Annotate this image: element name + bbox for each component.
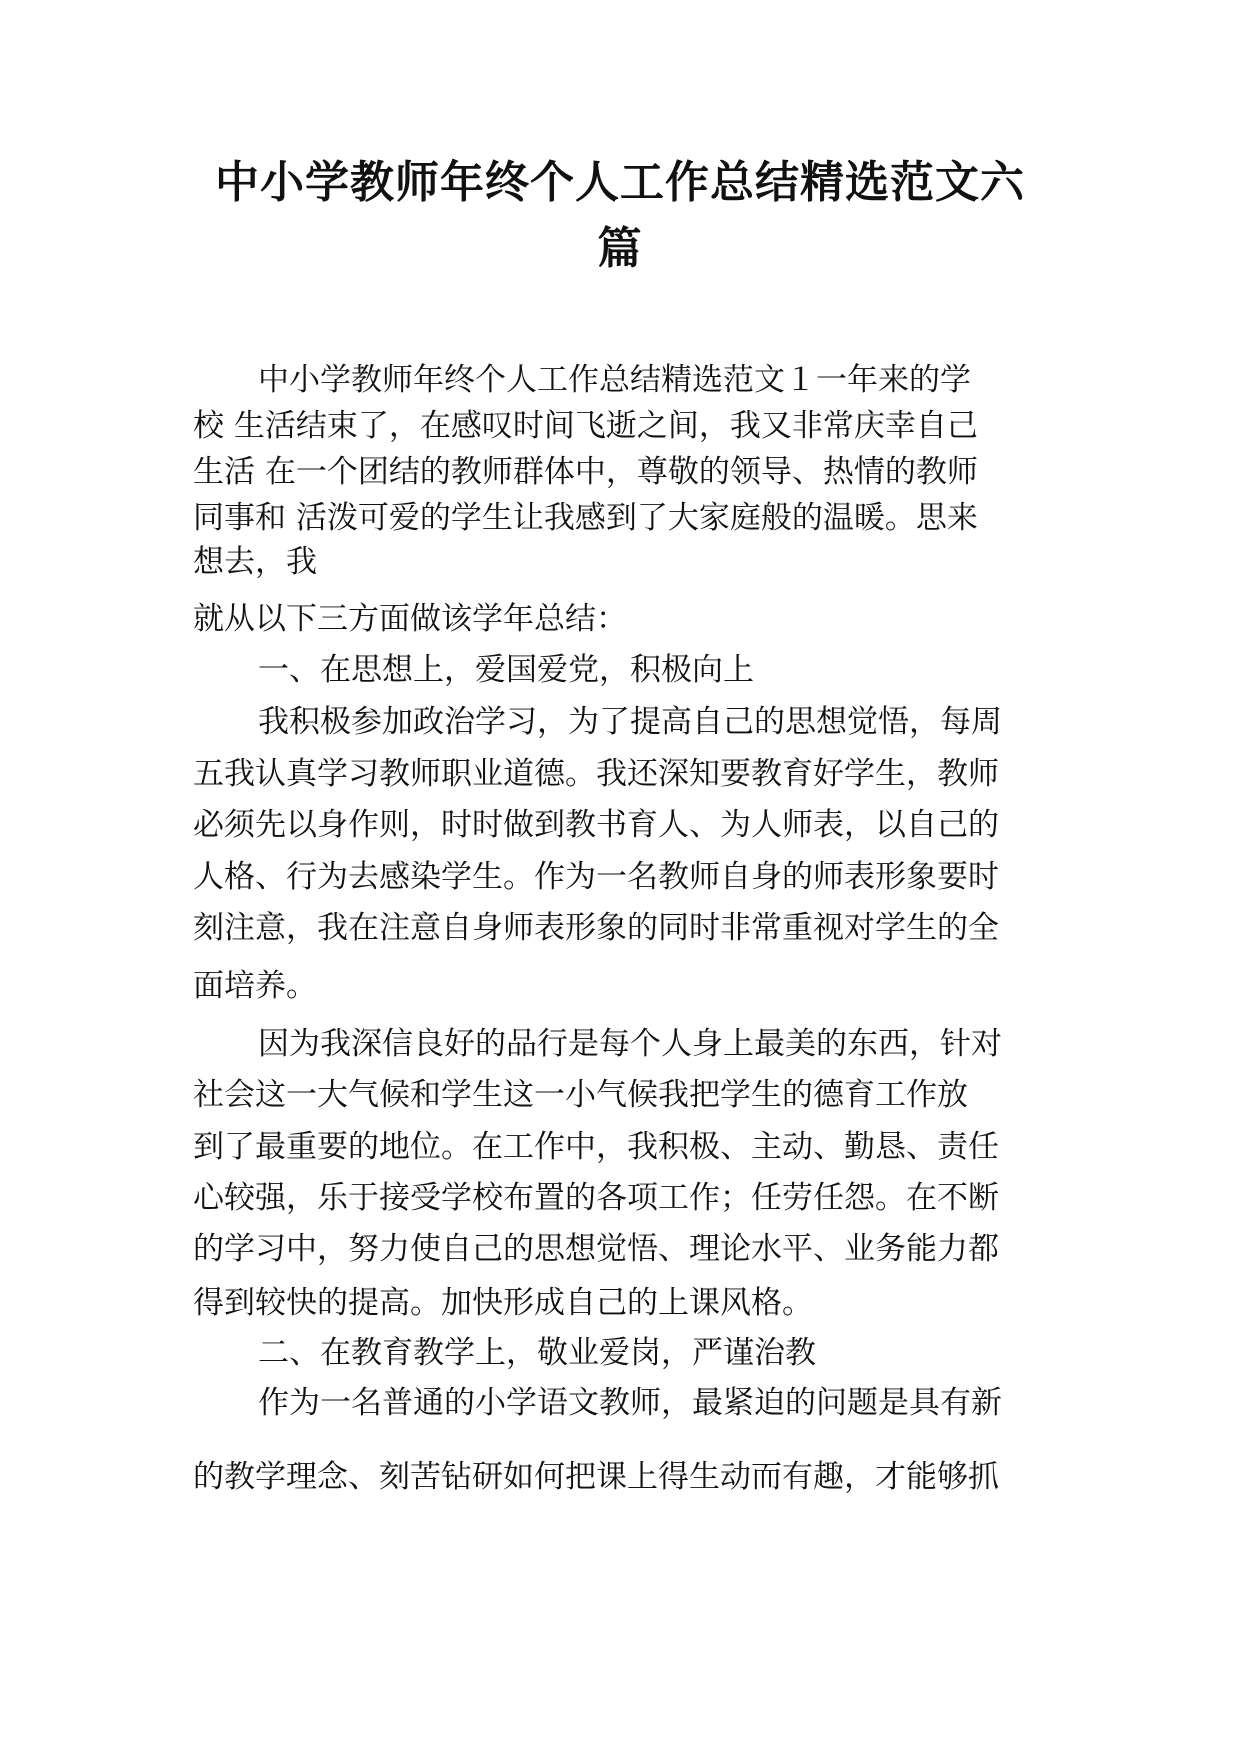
body-line: 到了最重要的地位。在工作中，我积极、主动、勤恳、责任 <box>193 1129 999 1165</box>
body-line: 社会这一大气候和学生这一小气候我把学生的德育工作放 <box>193 1077 968 1113</box>
body-line: 的教学理念、刻苦钻研如何把课上得生动而有趣，才能够抓 <box>193 1459 999 1495</box>
body-line: 五我认真学习教师职业道德。我还深知要教育好学生，教师 <box>193 756 999 792</box>
body-line: 想去，我 <box>193 544 317 580</box>
body-line: 必须先以身作则，时时做到教书育人、为人师表，以自己的 <box>193 807 999 843</box>
body-line: 校 生活结束了，在感叹时间飞逝之间，我又非常庆幸自己 <box>193 408 978 444</box>
body-line: 刻注意，我在注意自身师表形象的同时非常重视对学生的全 <box>193 910 999 946</box>
body-line: 得到较快的提高。加快形成自己的上课风格。 <box>193 1285 813 1321</box>
section-heading: 一、在思想上，爱国爱党，积极向上 <box>258 652 754 688</box>
title-line-2: 篇 <box>597 223 643 274</box>
body-line: 生活 在一个团结的教师群体中，尊敬的领导、热情的教师 <box>193 454 978 490</box>
body-line: 同事和 活泼可爱的学生让我感到了大家庭般的温暖。思来 <box>193 500 978 536</box>
body-line: 因为我深信良好的品行是每个人身上最美的东西，针对 <box>258 1026 1002 1062</box>
body-line: 面培养。 <box>193 968 317 1004</box>
body-line: 我积极参加政治学习，为了提高自己的思想觉悟，每周 <box>258 704 1002 740</box>
body-line: 中小学教师年终个人工作总结精选范文１一年来的学 <box>258 362 971 398</box>
section-heading: 二、在教育教学上，敬业爱岗，严谨治教 <box>258 1335 816 1371</box>
body-line: 人格、行为去感染学生。作为一名教师自身的师表形象要时 <box>193 859 999 895</box>
document-title <box>200 150 1040 282</box>
body-line: 心较强，乐于接受学校布置的各项工作；任劳任怨。在不断 <box>193 1180 999 1216</box>
title-line-1: 中小学教师年终个人工作总结精选范文六 <box>215 157 1025 208</box>
body-line: 作为一名普通的小学语文教师，最紧迫的问题是具有新 <box>258 1385 1002 1421</box>
body-line: 的学习中，努力使自己的思想觉悟、理论水平、业务能力都 <box>193 1231 999 1267</box>
body-line: 就从以下三方面做该学年总结： <box>193 601 627 637</box>
